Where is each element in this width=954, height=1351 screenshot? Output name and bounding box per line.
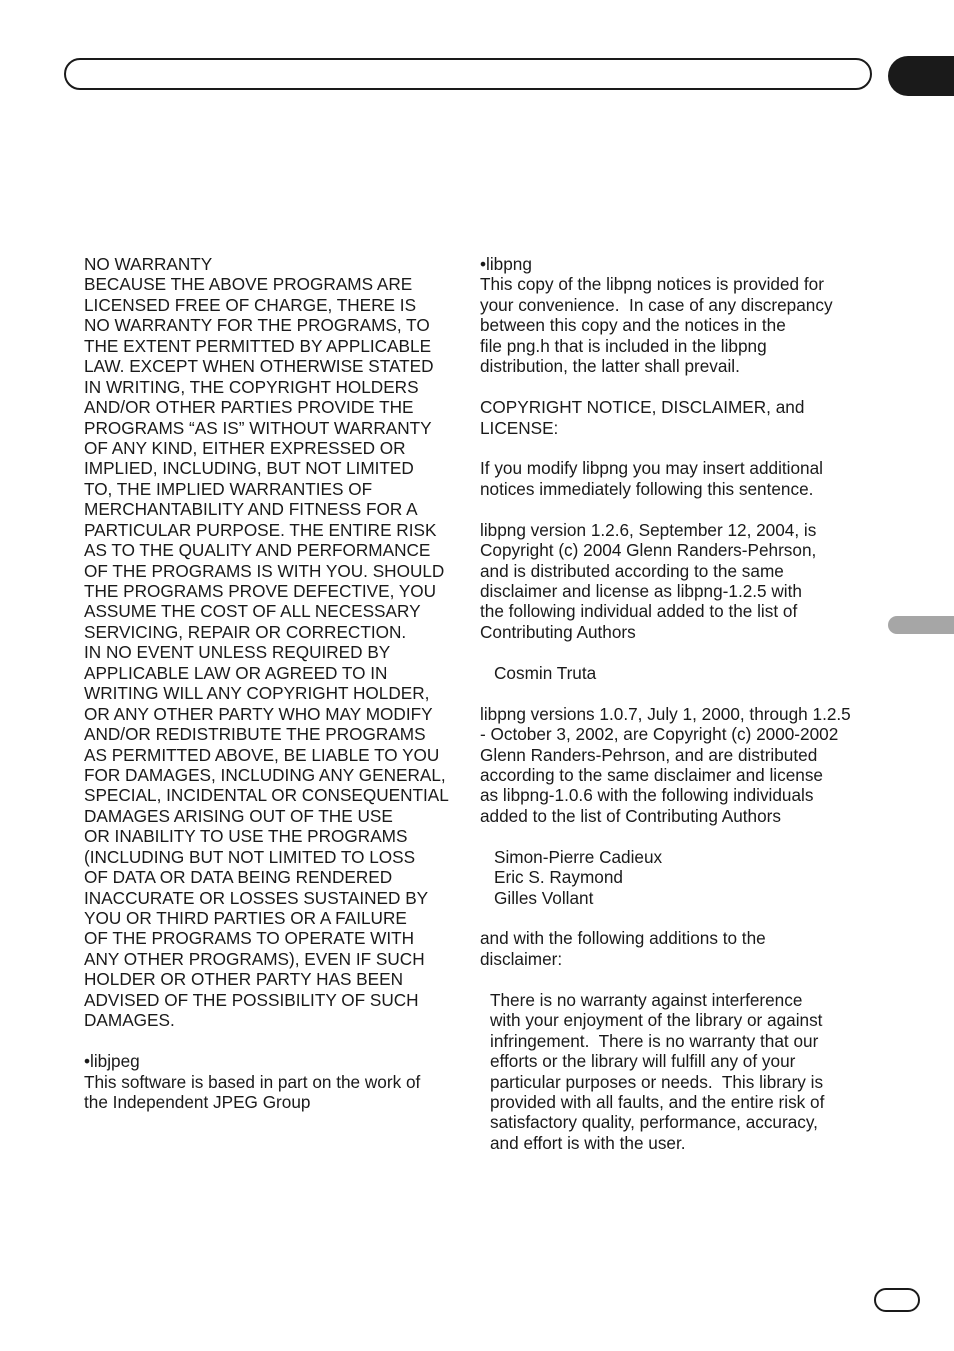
text-line: COPYRIGHT NOTICE, DISCLAIMER, and xyxy=(480,397,805,418)
disclaimer-paragraph xyxy=(480,990,880,1154)
text-line: file png.h that is included in the libpng xyxy=(480,335,767,356)
page-number-badge xyxy=(874,1288,920,1312)
text-line: with your enjoyment of the library or against xyxy=(490,1010,823,1031)
text-line: DAMAGES. xyxy=(84,1010,175,1031)
modify-notice xyxy=(480,458,880,499)
text-line: (INCLUDING BUT NOT LIMITED TO LOSS xyxy=(84,846,416,867)
authors-list xyxy=(480,847,880,908)
text-line: ANY OTHER PROGRAMS), EVEN IF SUCH xyxy=(84,948,425,969)
text-line: distribution, the latter shall prevail. xyxy=(480,356,740,377)
text-line: LAW. EXCEPT WHEN OTHERWISE STATED xyxy=(84,356,434,377)
text-line: WRITING WILL ANY COPYRIGHT HOLDER, xyxy=(84,683,430,704)
text-line: the Independent JPEG Group xyxy=(84,1091,311,1112)
text-line: SPECIAL, INCIDENTAL OR CONSEQUENTIAL xyxy=(84,785,449,806)
text-line: the following individual added to the list of xyxy=(480,601,798,622)
text-line: between this copy and the notices in the xyxy=(480,315,786,336)
text-line: libpng versions 1.0.7, July 1, 2000, through 1.2.5 xyxy=(480,703,851,724)
text-line: as libpng-1.0.6 with the following individuals xyxy=(480,785,814,806)
text-line: AS TO THE QUALITY AND PERFORMANCE xyxy=(84,540,431,561)
text-line: AND/OR OTHER PARTIES PROVIDE THE xyxy=(84,397,414,418)
libjpeg-text xyxy=(84,1072,464,1113)
text-line: infringement. There is no warranty that our xyxy=(490,1030,819,1051)
text-line: Gilles Vollant xyxy=(494,887,594,908)
text-line: and effort is with the user. xyxy=(490,1132,686,1153)
text-line: efforts or the library will fulfill any of your xyxy=(490,1051,796,1072)
text-line: - October 3, 2002, are Copyright (c) 2000-2002 xyxy=(480,724,839,745)
text-line: notices immediately following this sentence. xyxy=(480,478,814,499)
copyright-notice-heading xyxy=(480,397,880,438)
text-line: LICENSED FREE OF CHARGE, THERE IS xyxy=(84,294,417,315)
text-line: SERVICING, REPAIR OR CORRECTION. xyxy=(84,621,407,642)
text-line: and with the following additions to the xyxy=(480,928,766,949)
text-line: Glenn Randers-Pehrson, and are distributed xyxy=(480,744,818,765)
libpng-intro xyxy=(480,274,880,376)
text-line: This copy of the libpng notices is provided for xyxy=(480,274,824,295)
text-line: Simon-Pierre Cadieux xyxy=(494,846,663,867)
text-line: particular purposes or needs. This library is xyxy=(490,1071,824,1092)
text-line: THE PROGRAMS PROVE DEFECTIVE, YOU xyxy=(84,581,437,601)
text-line: FOR DAMAGES, INCLUDING ANY GENERAL, xyxy=(84,764,446,785)
text-line: PROGRAMS “AS IS” WITHOUT WARRANTY xyxy=(84,417,432,438)
header-tab xyxy=(888,56,954,96)
text-line: OR INABILITY TO USE THE PROGRAMS xyxy=(84,826,408,847)
text-line: BECAUSE THE ABOVE PROGRAMS ARE xyxy=(84,274,413,295)
text-line: OR ANY OTHER PARTY WHO MAY MODIFY xyxy=(84,703,433,724)
text-line: YOU OR THIRD PARTIES OR A FAILURE xyxy=(84,908,407,928)
text-line: AND/OR REDISTRIBUTE THE PROGRAMS xyxy=(84,724,426,745)
text-line: IMPLIED, INCLUDING, BUT NOT LIMITED xyxy=(84,458,414,479)
no-warranty-section xyxy=(84,254,464,1031)
text-line: OF THE PROGRAMS IS WITH YOU. SHOULD xyxy=(84,560,445,581)
text-line: OF THE PROGRAMS TO OPERATE WITH xyxy=(84,928,415,949)
text-line: IN WRITING, THE COPYRIGHT HOLDERS xyxy=(84,376,419,397)
text-line: Copyright (c) 2004 Glenn Randers-Pehrson, xyxy=(480,540,817,561)
text-line: NO WARRANTY FOR THE PROGRAMS, TO xyxy=(84,315,430,336)
text-line: DAMAGES ARISING OUT OF THE USE xyxy=(84,805,393,826)
text-line: PARTICULAR PURPOSE. THE ENTIRE RISK xyxy=(84,519,437,540)
text-line: AS PERMITTED ABOVE, BE LIABLE TO YOU xyxy=(84,744,440,765)
text-line: Contributing Authors xyxy=(480,621,636,642)
text-line: If you modify libpng you may insert additional xyxy=(480,458,823,479)
text-line: disclaimer and license as libpng-1.2.5 with xyxy=(480,581,802,601)
text-line: provided with all faults, and the entire risk of xyxy=(490,1091,825,1112)
text-line: LICENSE: xyxy=(480,417,559,438)
text-line: There is no warranty against interference xyxy=(490,989,803,1010)
version-107-paragraph xyxy=(480,704,880,827)
text-line: ASSUME THE COST OF ALL NECESSARY xyxy=(84,601,421,622)
text-line: This software is based in part on the work of xyxy=(84,1071,421,1092)
libjpeg-heading: •libjpeg xyxy=(84,1051,140,1072)
left-column xyxy=(84,254,464,1112)
text-line: THE EXTENT PERMITTED BY APPLICABLE xyxy=(84,335,432,356)
libpng-heading: •libpng xyxy=(480,254,532,274)
text-line: INACCURATE OR LOSSES SUSTAINED BY xyxy=(84,887,429,908)
text-line: disclaimer: xyxy=(480,948,563,969)
text-line: ADVISED OF THE POSSIBILITY OF SUCH xyxy=(84,989,419,1010)
text-line: libpng version 1.2.6, September 12, 2004, is xyxy=(480,519,817,540)
header-bar xyxy=(64,58,872,90)
text-line: according to the same disclaimer and license xyxy=(480,764,823,785)
text-line: added to the list of Contributing Authors xyxy=(480,805,781,826)
text-line: APPLICABLE LAW OR AGREED TO IN xyxy=(84,662,388,683)
version-126-paragraph xyxy=(480,520,880,643)
right-column xyxy=(480,254,880,1153)
text-line: TO, THE IMPLIED WARRANTIES OF xyxy=(84,478,373,499)
side-section-tab xyxy=(888,616,954,634)
text-line: your convenience. In case of any discrepancy xyxy=(480,294,833,315)
text-line: and is distributed according to the same xyxy=(480,560,784,581)
text-line: satisfactory quality, performance, accuracy, xyxy=(490,1112,818,1133)
text-line: NO WARRANTY xyxy=(84,254,213,274)
author-name: Cosmin Truta xyxy=(494,662,597,683)
additions-paragraph xyxy=(480,928,880,969)
text-line: MERCHANTABILITY AND FITNESS FOR A xyxy=(84,499,418,520)
text-line: Eric S. Raymond xyxy=(494,867,623,888)
text-line: OF ANY KIND, EITHER EXPRESSED OR xyxy=(84,437,406,458)
text-line: HOLDER OR OTHER PARTY HAS BEEN xyxy=(84,969,403,990)
text-line: OF DATA OR DATA BEING RENDERED xyxy=(84,867,393,888)
text-line: IN NO EVENT UNLESS REQUIRED BY xyxy=(84,642,391,663)
